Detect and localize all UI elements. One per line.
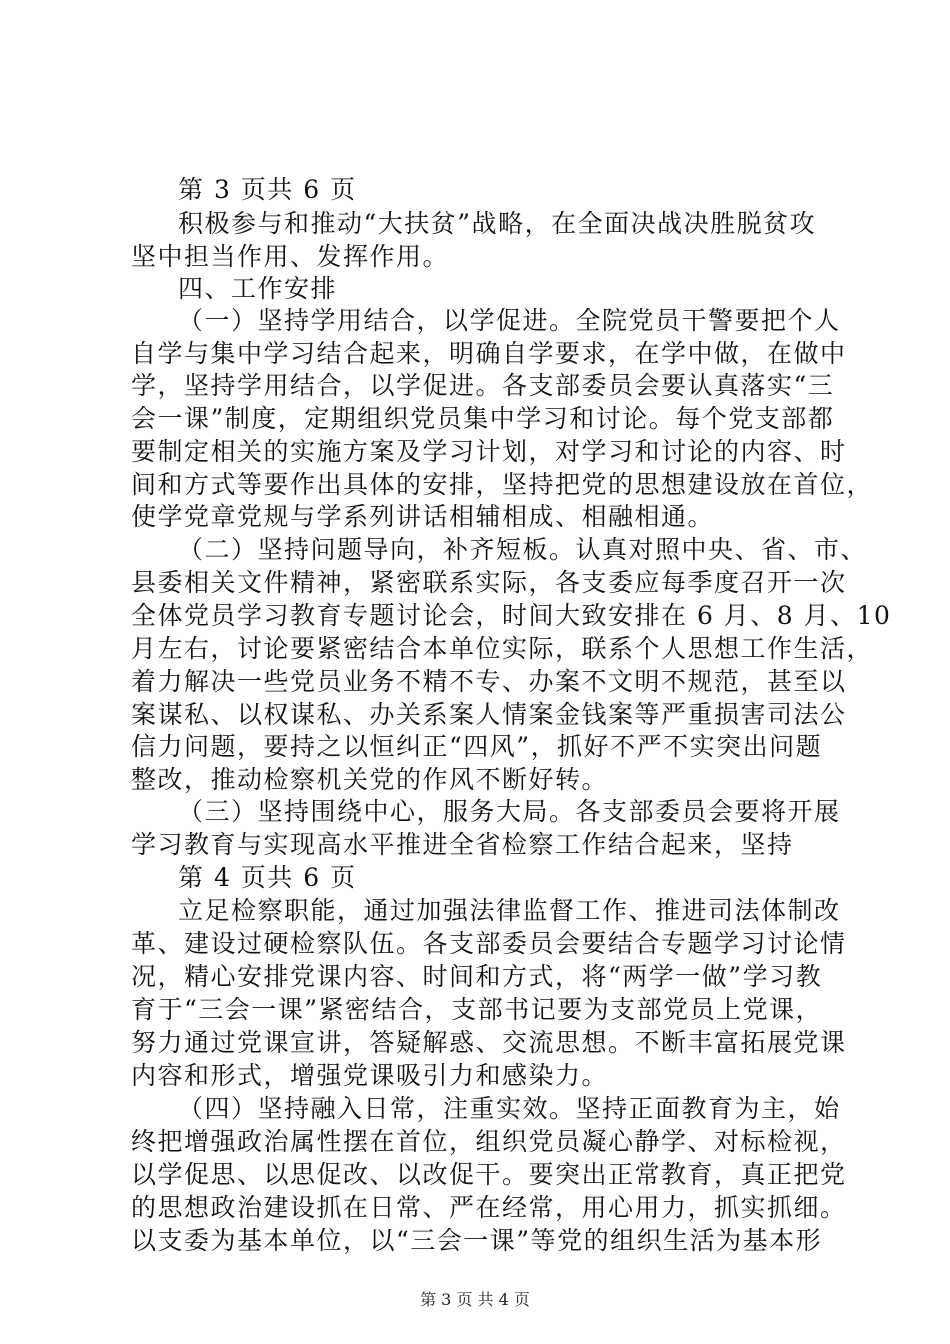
text-line: 以支委为基本单位，以“三会一课”等党的组织生活为基本形	[131, 1226, 823, 1255]
section-heading: 四、工作安排	[178, 274, 338, 303]
text-line: 信力问题，要持之以恒纠正“四风”，抓好不严不实突出问题	[131, 732, 823, 761]
text-line: 的思想政治建设抓在日常、严在经常，用心用力，抓实抓细。	[131, 1193, 847, 1222]
page-marker: 第 4 页共 6 页	[178, 863, 357, 892]
text-line: 学，坚持学用结合，以学促进。各支部委员会要认真落实“三	[131, 371, 835, 400]
text-line: 县委相关文件精神，紧密联系实际，各支委应每季度召开一次	[131, 568, 847, 597]
text-line: 整改，推动检察机关党的作风不断好转。	[131, 765, 609, 794]
text-line: 着力解决一些党员业务不精不专、办案不文明不规范，甚至以	[131, 667, 847, 696]
text-line: 内容和形式，增强党课吸引力和感染力。	[131, 1061, 609, 1090]
page-footer: 第 3 页 共 4 页	[420, 1290, 530, 1309]
text-line: 使学党章党规与学系列讲话相辅相成、相融相通。	[131, 502, 715, 531]
text-line: 坚中担当作用、发挥作用。	[131, 242, 450, 271]
text-line: 革、建设过硬检察队伍。各支部委员会要结合专题学习讨论情	[131, 929, 847, 958]
text-line: 以学促思、以思促改、以改促干。要突出正常教育，真正把党	[131, 1160, 847, 1189]
text-line: 会一课”制度，定期组织党员集中学习和讨论。每个党支部都	[131, 404, 835, 433]
text-line: 终把增强政治属性摆在首位，组织党员凝心静学、对标检视，	[131, 1127, 847, 1156]
text-line: （四）坚持融入日常，注重实效。坚持正面教育为主，始	[178, 1094, 841, 1123]
text-line: 努力通过党课宣讲，答疑解惑、交流思想。不断丰富拓展党课	[131, 1028, 847, 1057]
text-line: 立足检察职能，通过加强法律监督工作、推进司法体制改	[178, 896, 841, 925]
text-line: 况，精心安排党课内容、时间和方式，将“两学一做”学习教	[131, 962, 823, 991]
text-line: 育于“三会一课”紧密结合，支部书记要为支部党员上党课，	[131, 995, 823, 1024]
text-line: 全体党员学习教育专题讨论会，时间大致安排在 6 月、8 月、10	[131, 601, 892, 630]
text-line: （二）坚持问题导向，补齐短板。认真对照中央、省、市、	[178, 535, 868, 564]
text-line: 学习教育与实现高水平推进全省检察工作结合起来，坚持	[131, 830, 794, 859]
text-line: 间和方式等要作出具体的安排，坚持把党的思想建设放在首位，	[131, 470, 874, 499]
text-line: 自学与集中学习结合起来，明确自学要求，在学中做，在做中	[131, 339, 847, 368]
text-line: 月左右，讨论要紧密结合本单位实际，联系个人思想工作生活，	[131, 634, 874, 663]
text-line: 案谋私、以权谋私、办关系案人情案金钱案等严重损害司法公	[131, 700, 847, 729]
text-line: （一）坚持学用结合，以学促进。全院党员干警要把个人	[178, 306, 841, 335]
text-line: （三）坚持围绕中心，服务大局。各支部委员会要将开展	[178, 797, 841, 826]
text-line: 积极参与和推动“大扶贫”战略，在全面决战决胜脱贫攻	[178, 209, 817, 238]
text-line: 要制定相关的实施方案及学习计划，对学习和讨论的内容、时	[131, 437, 847, 466]
page-marker: 第 3 页共 6 页	[178, 175, 357, 204]
